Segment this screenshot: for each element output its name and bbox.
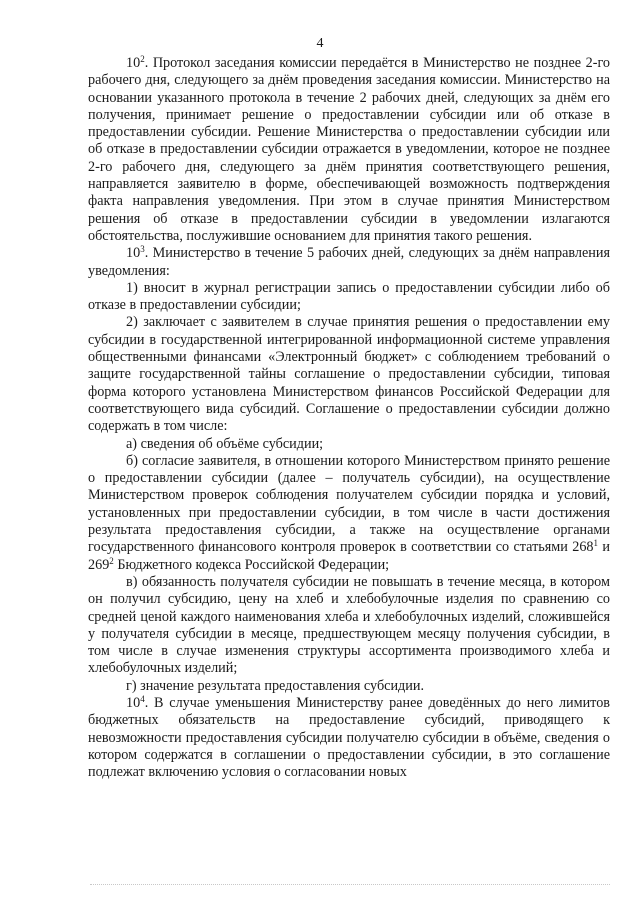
subitem-g: г) значение результата предоставления субсидии. [126, 677, 424, 694]
paragraph-number-superscript: 2 [140, 54, 145, 64]
paragraph-number: 10 [126, 55, 141, 71]
paragraph-number: 10 [126, 694, 141, 711]
paragraph-text: Бюджетного кодекса Российской Федерации; [113, 556, 390, 573]
article-superscript: 2 [109, 555, 114, 566]
paragraph-10-2 [88, 55, 610, 245]
paragraph-text: . Протокол заседания комиссии передаётся в Министерство не позднее 2-го рабочего дня, следующего за днём проведения заседания комиссии. Министерство на основании указанного протокола в течение 2 рабочих дней, следующих за днём его получения, принимает решение о предоставлении субсидии или об отказе в предоставлении субсидии. Решение Министерства о предоставлении субсидии или об отказе в предоставлении субсидии отражается в уведомлении, которое не позднее 2-го рабочего дня, следующего за днём принятия соответствующего решения, направляется заявителю в форме, обеспечивающей возможность подтверждения факта направления уведомления. При этом в случае принятия Министерством решения об отказе в предоставлении субсидии в уведомлении излагаются обстоятельства, послужившие основанием для принятия такого решения. [88, 55, 610, 244]
list-item-1: 1) вносит в журнал регистрации запись о предоставлении субсидии либо об отказе в предоставлении субсидии; [88, 279, 610, 314]
paragraph-text: и 269 [88, 539, 611, 573]
scan-edge-artifact [90, 884, 610, 886]
document-body [88, 55, 610, 781]
subitem-b [88, 453, 610, 574]
paragraph-text: б) согласие заявителя, в отношении которого Министерством принято решение о предоставлении субсидии (далее – получатель субсидии), на осуществление Министерством проверок соблюдения получателем субсидии порядка и условий, установленных при предоставлении субсидии, в том числе в части достижения результата предоставления субсидии, а также на осуществление органами государственного финансового контроля проверок в соответствии со статьями 268 [88, 452, 610, 556]
paragraph-number-superscript: 3 [140, 244, 145, 255]
paragraph-number-superscript: 4 [140, 693, 145, 704]
subitem-v: в) обязанность получателя субсидии не повышать в течение месяца, в котором он получил субсидию, цену на хлеб и хлебобулочные изделия по сравнению со средней ценой каждого наименования хлеба и хлебобулочных изделий, сложившейся у получателя субсидии в месяце, предшествующем месяцу получения субсидии, в том числе в случае изменения структуры ассортимента производимого хлеба и хлебобулочных изделий; [88, 573, 610, 677]
paragraph-number: 10 [126, 245, 141, 262]
list-item-2: 2) заключает с заявителем в случае принятия решения о предоставлении ему субсидии в государственной интегрированной информационной системе управления общественными финансами «Электронный бюджет» с соблюдением требований о защите государственной тайны соглашение о предоставлении субсидии, типовая форма которого установлена Министерством финансов Российской Федерации для соответствующего вида субсидий. Соглашение о предоставлении субсидии должно содержать в том числе: [88, 314, 610, 435]
subitem-a: а) сведения об объёме субсидии; [126, 435, 324, 452]
article-superscript: 1 [593, 538, 599, 549]
paragraph-10-4 [88, 695, 610, 781]
page-number: 4 [316, 36, 324, 51]
paragraph-text: . В случае уменьшения Министерству ранее доведённых до него лимитов бюджетных обязательств на предоставление субсидий, приводящего к невозможности предоставления субсидии получателю субсидии в объёме, сведения о котором содержатся в соглашении о предоставлении субсидии, в это соглашение подлежат включению условия о согласовании новых [88, 694, 610, 781]
paragraph-text: . Министерство в течение 5 рабочих дней, следующих за днём направления уведомления: [88, 245, 610, 279]
paragraph-10-3 [88, 245, 610, 280]
